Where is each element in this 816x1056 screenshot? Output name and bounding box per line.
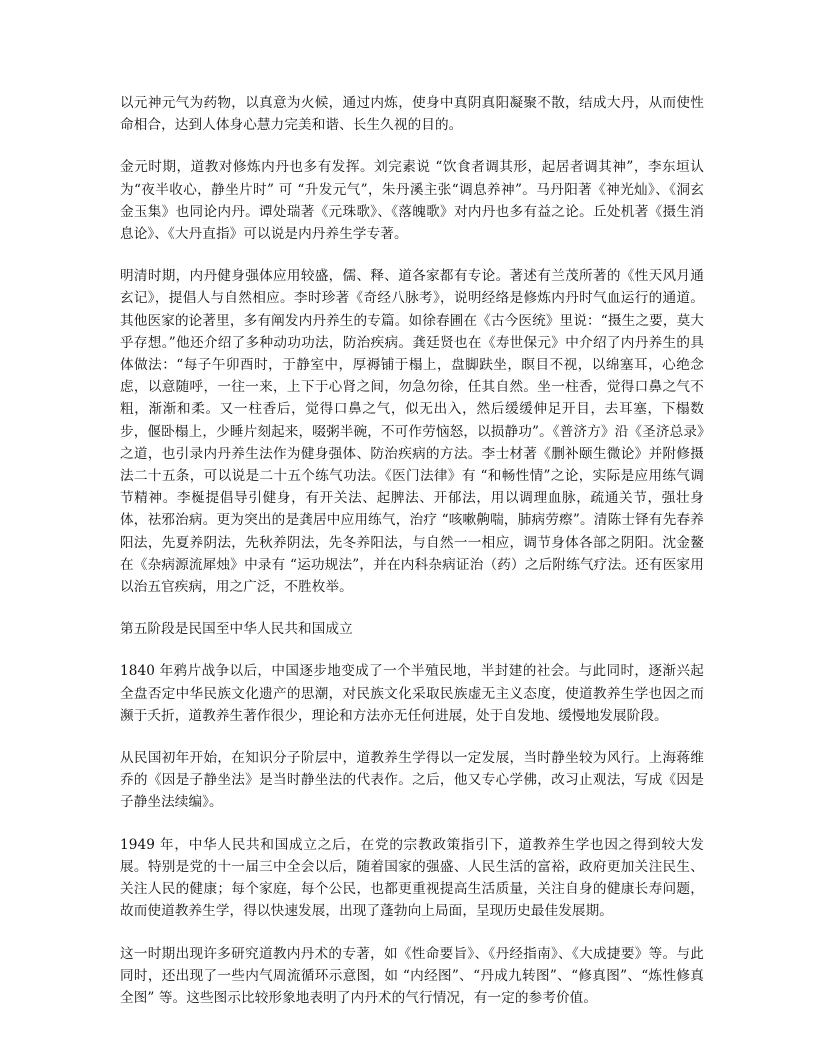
document-page: [120, 92, 704, 1029]
section-heading-fifth-stage: 第五阶段是民国至中华人民共和国成立: [120, 621, 353, 638]
paragraph-monographs-diagrams: 这一时期出现许多研究道教内丹术的专著，如《性命要旨》、《丹经指南》、《大成捷要》等。与此同时，还出现了一些内气周流循环示意图，如 “内经图”、“丹成九转图”、“修真图”、“炼性修真全图” 等。这些图示比较形象地表明了内丹术的气行情况，有一定的参考价值。: [120, 945, 704, 1006]
paragraph-early-republic: 从民国初年开始，在知识分子阶层中，道教养生学得以一定发展，当时静坐较为风行。上海蒋维乔的《因是子静坐法》是当时静坐法的代表作。之后，他又专心学佛，改习止观法，写成《因是子静坐法续编》。: [120, 750, 704, 811]
paragraph-jin-yuan-period: 金元时期，道教对修炼内丹也多有发挥。刘完素说 “饮食者调其形，起居者调其神”，李东垣认为“夜半收心，静坐片时” 可 “升发元气”，朱丹溪主张“调息养神”。马丹阳著《神光灿》、《洞玄金玉集》也同论内丹。谭处瑞著《元珠歌》、《落魄歌》对内丹也多有益之论。丘处机著《摄生消息论》、《大丹直指》可以说是内丹养生学专著。: [120, 159, 704, 243]
paragraph-ming-qing-period: 明清时期，内丹健身强体应用较盛，儒、释、道各家都有专论。著述有兰茂所著的《性天风月通玄记》，提倡人与自然相应。李时珍著《奇经八脉考》，说明经络是修炼内丹时气血运行的通道。其他医家的论著里，多有阐发内丹养生的专篇。如徐春圃在《古今医统》里说：“摄生之要，莫大乎存想。”他还介绍了多种动功功法，防治疾病。龚廷贤也在《寿世保元》中介绍了内丹养生的具体做法：“每子午卯酉时，于静室中，厚褥铺于榻上，盘脚趺坐，瞑目不视，以绵塞耳，心绝念虑，以意随呼，一往一来，上下于心肾之间，勿急勿徐，任其自然。坐一柱香，觉得口鼻之气不粗，渐渐和柔。又一柱香后，觉得口鼻之气，似无出入，然后缓缓伸足开目，去耳塞，下榻数步，偃卧榻上，少睡片刻起来，啜粥半碗，不可作劳恼怒，以损静功”。《普济方》沿《圣济总录》之道，也引录内丹养生法作为健身强体、防治疾病的方法。李士材著《删补颐生微论》并附修摄法二十五条，可以说是二十五个练气功法。《医门法律》有 “和畅性情”之论，实际是应用练气调节精神。李梴提倡导引健身，有开关法、起脾法、开郁法，用以调理血脉，疏通关节，强壮身体，祛邪治病。更为突出的是龚居中应用练气，治疗 “咳嗽齁喘，肺病劳瘵”。清陈士铎有先春养阳法，先夏养阴法，先秋养阴法，先冬养阳法，与自然一一相应，调节身体各部之阴阳。沈金鳌在《杂病源流犀烛》中录有 “运功规法”，并在内科杂病证治（药）之后附练气疗法。还有医家用以治五官疾病，用之广泛，不胜枚举。: [120, 268, 704, 596]
paragraph-1840-opium-war: 1840 年鸦片战争以后，中国逐步地变成了一个半殖民地，半封建的社会。与此同时，逐渐兴起全盘否定中华民族文化遗产的思潮，对民族文化采取民族虚无主义态度，使道教养生学也因之而濒于夭折，道教养生著作很少，理论和方法亦无任何进展，处于自发地、缓慢地发展阶段。: [120, 663, 704, 724]
paragraph-1949-founding: 1949 年，中华人民共和国成立之后，在党的宗教政策指引下，道教养生学也因之得到较大发展。特别是党的十一届三中全会以后，随着国家的强盛、人民生活的富裕，政府更加关注民生、关注人民的健康；每个家庭，每个公民，也都更重视提高生活质量，关注自身的健康长寿问题，故而使道教养生学，得以快速发展，出现了蓬勃向上局面，呈现历史最佳发展期。: [120, 836, 704, 920]
paragraph-neidan-definition: 以元神元气为药物，以真意为火候，通过内炼，使身中真阴真阳凝聚不散，结成大丹，从而使性命相合，达到人体身心慧力完美和谐、长生久视的目的。: [120, 95, 704, 134]
